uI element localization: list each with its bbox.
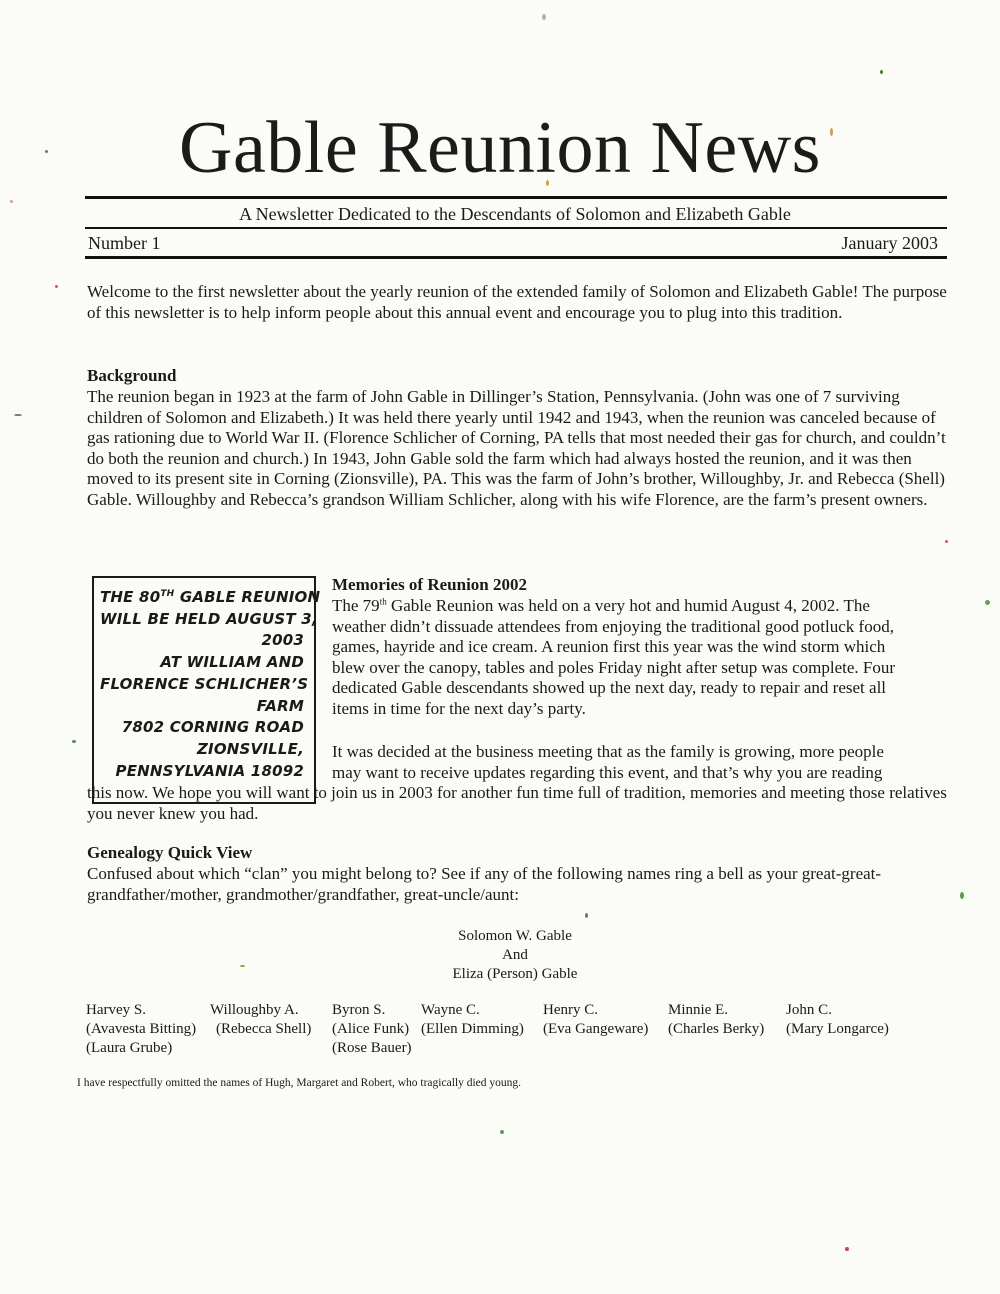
callout-line: FLORENCE SCHLICHER’S bbox=[100, 674, 309, 693]
memories-paragraph-2-continued: this now. We hope you will want to join us in 2003 for another fun time full of tradition, memories and meeting those relatives you never knew you had. bbox=[87, 783, 947, 823]
genealogy-paragraph: Confused about which “clan” you might belong to? See if any of the following names ring a bell as your great-great-grandfather/mother, grandmother/grandfather, great-uncle/aunt: bbox=[87, 864, 882, 904]
child-spouse: (Ellen Dimming) bbox=[421, 1021, 524, 1037]
memories-line: blew over the canopy, tables and poles Friday night after setup was complete. Four bbox=[332, 657, 896, 677]
intro-paragraph: Welcome to the first newsletter about the yearly reunion of the extended family of Solomon and Elizabeth Gable! The purpose of this newsletter is to help inform people about this annual event and encourage you to plug into this tradition. bbox=[87, 282, 947, 322]
reunion-announcement-box bbox=[92, 576, 321, 804]
child-column bbox=[421, 1001, 524, 1039]
callout-line: ZIONSVILLE, bbox=[196, 739, 304, 758]
child-spouse: (Avavesta Bitting) bbox=[86, 1021, 197, 1037]
issue-row bbox=[88, 232, 938, 254]
root-mother: Eliza (Person) Gable bbox=[452, 966, 578, 982]
callout-line: WILL BE HELD AUGUST 3, bbox=[100, 609, 318, 628]
root-father: Solomon W. Gable bbox=[458, 928, 572, 944]
memories-line: The 79th Gable Reunion was held on a very hot and humid August 4, 2002. The bbox=[332, 596, 870, 615]
memories-heading: Memories of Reunion 2002 bbox=[332, 575, 528, 594]
issue-number: Number 1 bbox=[88, 233, 161, 253]
child-name: John C. bbox=[786, 1002, 832, 1018]
background-heading: Background bbox=[87, 366, 177, 385]
root-and: And bbox=[502, 947, 528, 963]
child-column bbox=[786, 1001, 889, 1039]
memories-line: may want to receive updates regarding this event, and that’s why you are reading bbox=[332, 762, 883, 782]
genealogy-heading: Genealogy Quick View bbox=[87, 843, 253, 862]
callout-line: 7802 CORNING ROAD bbox=[121, 718, 304, 737]
memories-line: It was decided at the business meeting that as the family is growing, more people bbox=[332, 742, 884, 761]
child-column bbox=[210, 1001, 311, 1039]
child-name: Willoughby A. bbox=[210, 1002, 299, 1018]
newsletter-title: Gable Reunion News bbox=[179, 107, 821, 189]
subtitle-rule bbox=[85, 227, 947, 229]
child-column bbox=[86, 1001, 196, 1058]
newsletter-subtitle: A Newsletter Dedicated to the Descendants of Solomon and Elizabeth Gable bbox=[239, 204, 791, 224]
genealogy-root bbox=[0, 927, 1000, 984]
background-paragraph: The reunion began in 1923 at the farm of John Gable in Dillinger’s Station, Pennsylvania. (John was one of 7 surviving children of Solomon and Elizabeth.) It was held there yearly until 1942 and 1943, when the reunion was canceled because of gas rationing due to World War II. (Florence Schlicher of Corning, PA tells that most needed their gas for church, and couldn’t do both the reunion and church.) In 1943, John Gable sold the farm which had always hosted the reunion, and it was then moved to its present site in Corning (Zionsville), PA. This was the farm of John’s brother, Willoughby, Jr. and Rebecca (Shell) Gable. Willoughby and Rebecca’s grandson William Schlicher, along with his wife Florence, are the farm’s present owners. bbox=[87, 387, 946, 509]
child-name: Minnie E. bbox=[668, 1002, 728, 1018]
child-spouse: (Mary Longarce) bbox=[786, 1021, 889, 1037]
callout-line: AT WILLIAM AND bbox=[160, 653, 304, 672]
callout-line: PENNSYLVANIA 18092 bbox=[115, 761, 304, 780]
child-spouse: (Charles Berky) bbox=[668, 1021, 765, 1037]
ordinal-suffix: TH bbox=[160, 589, 175, 599]
memories-paragraph-1 bbox=[332, 596, 957, 720]
child-column bbox=[332, 1001, 412, 1058]
ordinal-suffix: th bbox=[379, 596, 387, 607]
child-name: Wayne C. bbox=[421, 1002, 480, 1018]
memories-line: games, hayride and ice cream. A reunion first this year was the wind storm which bbox=[332, 637, 886, 657]
memories-line: dedicated Gable descendants showed up the next day, ready to repair and reset all bbox=[332, 678, 887, 698]
memories-paragraph-2 bbox=[332, 742, 957, 783]
child-spouse: (Rebecca Shell) bbox=[216, 1021, 312, 1037]
title-rule-top bbox=[85, 196, 947, 199]
child-name: Harvey S. bbox=[86, 1002, 146, 1018]
callout-line: 2003 bbox=[261, 631, 304, 650]
memories-line: weather didn’t dissuade attendees from enjoying the traditional good potluck food, bbox=[332, 616, 894, 636]
issue-date: January 2003 bbox=[841, 233, 938, 253]
memories-line: items in time for the next day’s party. bbox=[332, 698, 586, 718]
child-spouse: (Rose Bauer) bbox=[332, 1040, 412, 1056]
child-name: Byron S. bbox=[332, 1002, 386, 1018]
callout-line: FARM bbox=[256, 696, 304, 715]
issue-rule bbox=[85, 256, 947, 259]
child-spouse: (Alice Funk) bbox=[332, 1021, 410, 1037]
callout-line bbox=[100, 584, 321, 609]
genealogy-footnote: I have respectfully omitted the names of Hugh, Margaret and Robert, who tragically died young. bbox=[77, 1077, 522, 1089]
child-column bbox=[543, 1001, 648, 1039]
child-spouse: (Eva Gangeware) bbox=[543, 1021, 649, 1037]
callout-text: THE 80TH GABLE REUNION bbox=[100, 588, 321, 606]
child-column bbox=[668, 1001, 764, 1039]
child-spouse: (Laura Grube) bbox=[86, 1040, 173, 1056]
child-name: Henry C. bbox=[543, 1002, 598, 1018]
